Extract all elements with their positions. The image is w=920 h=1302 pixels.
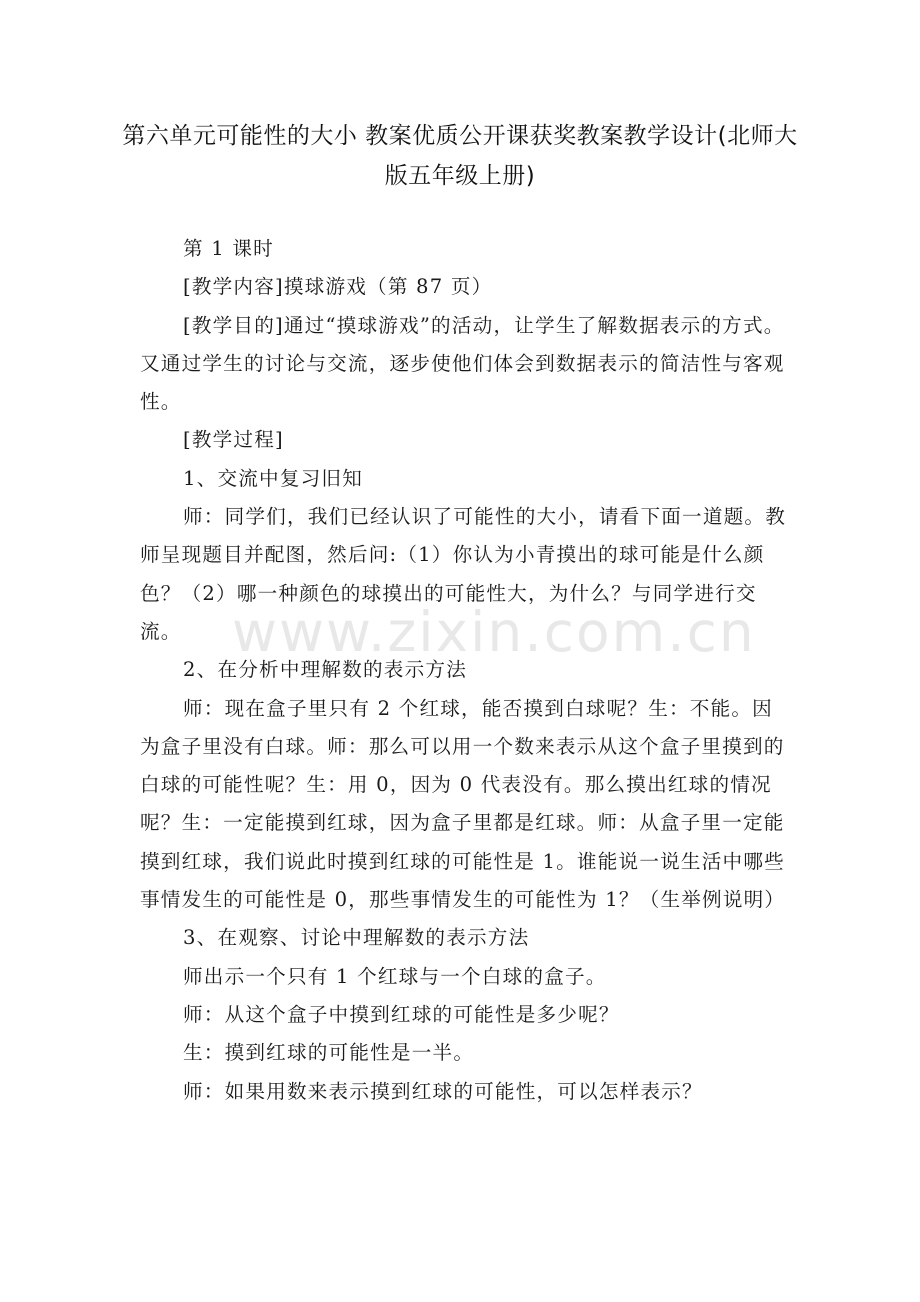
teaching-process-heading: [教学过程] [183, 428, 284, 452]
watermark: www.zixin.com.cn [232, 600, 756, 664]
section-3-heading: 3、在观察、讨论中理解数的表示方法 [183, 926, 530, 950]
section-3-line-2: 师：从这个盒子中摸到红球的可能性是多少呢？ [183, 1002, 620, 1026]
section-3-line-3: 生：摸到红球的可能性是一半。 [183, 1041, 475, 1065]
document-body [140, 230, 788, 1111]
section-1-heading: 1、交流中复习旧知 [183, 466, 364, 490]
teaching-content: [教学内容]摸球游戏（第 87 页） [183, 275, 493, 299]
title-line-1: 第六单元可能性的大小 教案优质公开课获奖教案教学设计(北师大 [122, 123, 798, 149]
section-2-text: 师：现在盒子里只有 2 个红球，能否摸到白球呢？生：不能。因为盒子里没有白球。师：那么可以用一个数来表示从这个盒子里摸到的白球的可能性呢？生：用 0，因为 0 代表没有。那么摸出红球的情况呢？生：一定能摸到红球，因为盒子里都是红球。师：从盒子里一定能摸到红球，我们说此时摸到红球的可能性是 1。谁能说一说生活中哪些事情发生的可能性是 0，那些事情发生的可能性为 1？（生举例说明） [140, 696, 786, 912]
title-line-2: 版五年级上册) [384, 163, 536, 189]
lesson-number: 第 1 课时 [183, 237, 274, 260]
section-3-line-4: 师：如果用数来表示摸到红球的可能性，可以怎样表示？ [183, 1079, 703, 1103]
document-title [120, 116, 800, 196]
section-2-heading: 2、在分析中理解数的表示方法 [183, 658, 467, 682]
section-3-line-1: 师出示一个只有 1 个红球与一个白球的盒子。 [183, 964, 607, 988]
section-1-text: 师：同学们，我们已经认识了可能性的大小，请看下面一道题。教师呈现题目并配图，然后问:（1）你认为小青摸出的球可能是什么颜色？（2）哪一种颜色的球摸出的可能性大，为什么？与同学进行交流。 [140, 505, 787, 643]
teaching-objective: [教学目的]通过“摸球游戏”的活动，让学生了解数据表示的方式。又通过学生的讨论与交流，逐步使他们体会到数据表示的简洁性与客观性。 [140, 313, 785, 414]
